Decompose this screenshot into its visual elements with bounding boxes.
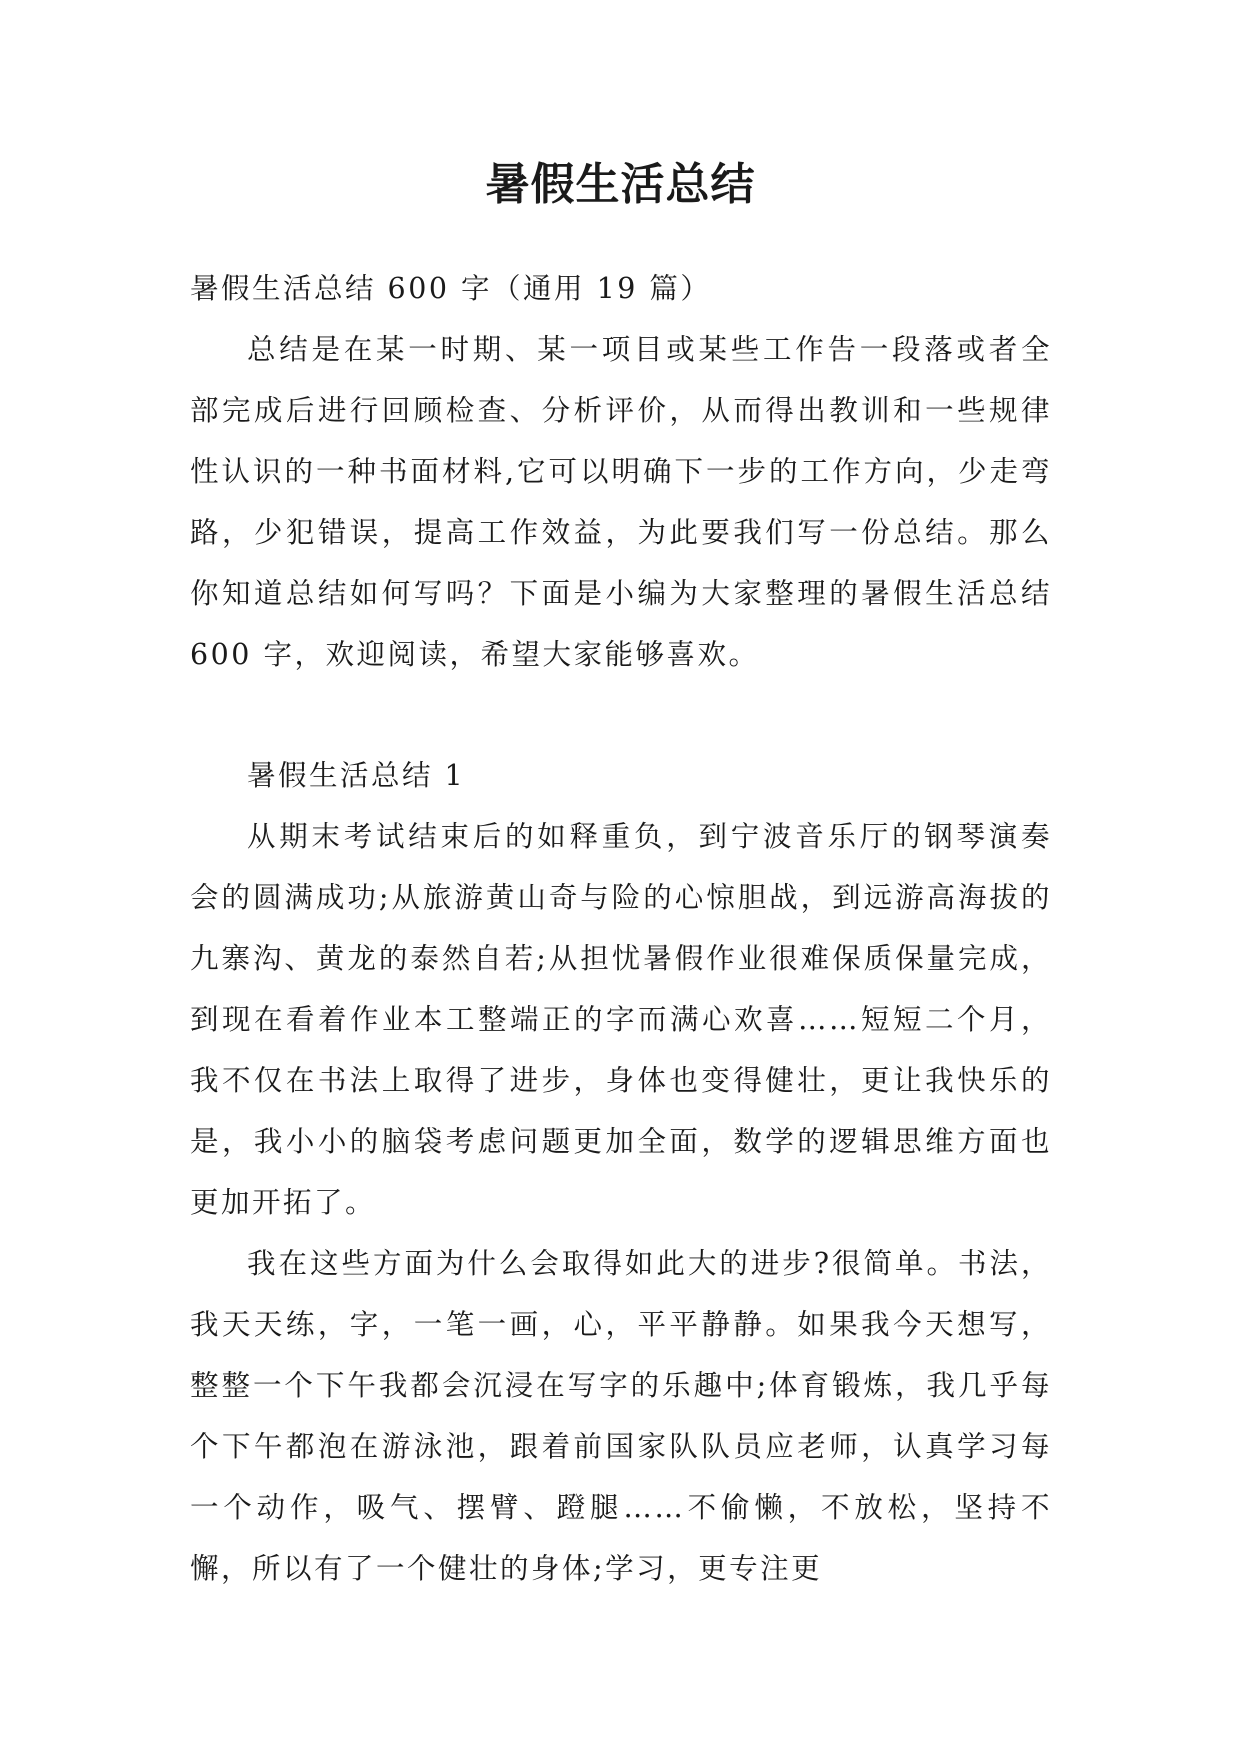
paragraph-spacer: [190, 685, 1052, 745]
document-title: 暑假生活总结: [485, 159, 756, 210]
document-body: [190, 258, 1052, 1599]
body-paragraph-2: 我在这些方面为什么会取得如此大的进步?很简单。书法，我天天练，字，一笔一画，心，平平静静。如果我今天想写，整整一个下午我都会沉浸在写字的乐趣中;体育锻炼，我几乎每个下午都泡在游泳池，跟着前国家队队员应老师，认真学习每一个动作，吸气、摆臂、蹬腿……不偷懒，不放松，坚持不懈，所以有了一个健壮的身体;学习，更专注更: [190, 1247, 1052, 1585]
body-paragraph-1: 从期末考试结束后的如释重负，到宁波音乐厅的钢琴演奏会的圆满成功;从旅游黄山奇与险的心惊胆战，到远游高海拔的九寨沟、黄龙的泰然自若;从担忧暑假作业很难保质保量完成，到现在看着作业本工整端正的字而满心欢喜……短短二个月，我不仅在书法上取得了进步，身体也变得健壮，更让我快乐的是，我小小的脑袋考虑问题更加全面，数学的逻辑思维方面也更加开拓了。: [190, 820, 1052, 1219]
intro-paragraph: 总结是在某一时期、某一项目或某些工作告一段落或者全部完成后进行回顾检查、分析评价，从而得出教训和一些规律性认识的一种书面材料,它可以明确下一步的工作方向，少走弯路，少犯错误，提高工作效益，为此要我们写一份总结。那么你知道总结如何写吗？下面是小编为大家整理的暑假生活总结 600 字，欢迎阅读，希望大家能够喜欢。: [190, 333, 1052, 671]
document-subtitle: 暑假生活总结 600 字（通用 19 篇）: [190, 272, 712, 305]
section-heading: 暑假生活总结 1: [247, 759, 466, 792]
